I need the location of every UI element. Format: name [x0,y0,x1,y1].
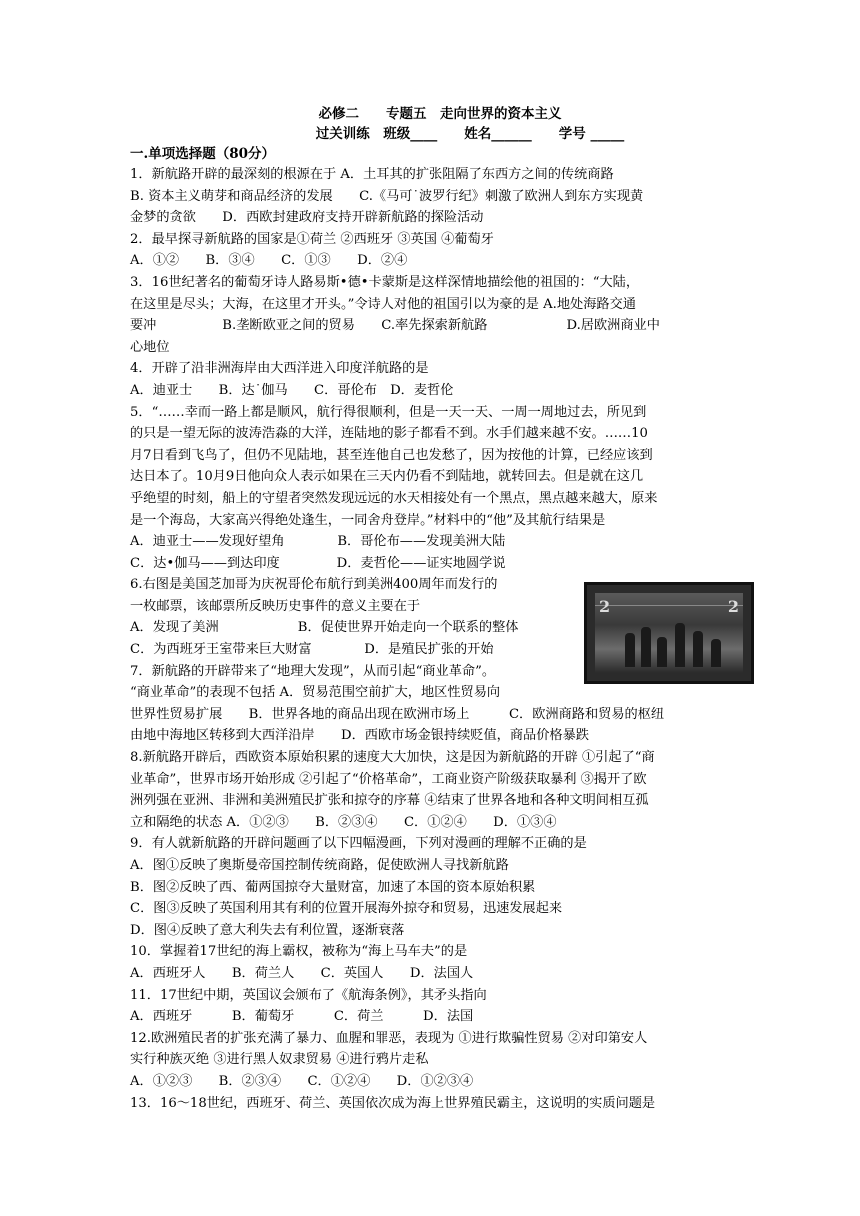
stamp-figure [657,637,667,667]
text-line: A．迪亚士 B．达˙伽马 C．哥伦布 D．麦哲伦 [130,382,454,398]
stamp-value-right: 2 [727,597,739,616]
text-line: 1．新航路开辟的最深刻的根源在于 A．土耳其的扩张阻隔了东西方之间的传统商路 [130,167,614,182]
text-line: 心地位 [130,339,170,355]
text-line: 12.欧洲殖民者的扩张充满了暴力、血腥和罪恶，表现为 ①进行欺骗性贸易 ②对印第安人 [130,1030,648,1046]
text-line: C．为西班牙王室带来巨大财富 D．是殖民扩张的开始 [130,642,494,658]
text-line: 立和隔绝的状态 A．①②③ B．②③④ C．①②④ D．①③④ [130,814,557,830]
text-line: 10．掌握着17世纪的海上霸权，被称为“海上马车夫”的是 [130,944,468,960]
stamp-value-left: 2 [599,597,611,616]
columbus-stamp-image [584,582,754,684]
text-line: B. 资本主义萌芽和商品经济的发展 C.《马可˙波罗行纪》刺激了欧洲人到东方实现黄 [130,188,644,204]
text-line: 实行种族灭绝 ③进行黑人奴隶贸易 ④进行鸦片走私 [130,1052,429,1068]
text-line: 4．开辟了沿非洲海岸由大西洋进入印度洋航路的是 [130,361,429,377]
text-line: 11．17世纪中期，英国议会颁布了《航海条例》，其矛头指向 [130,987,487,1003]
text-line: B．图②反映了西、葡两国掠夺大量财富，加速了本国的资本原始积累 [130,879,536,895]
text-line: 达日本了。10月9日他向众人表示如果在三天内仍看不到陆地，就转回去。但是就在这几 [130,469,644,485]
text-line: 一枚邮票，该邮票所反映历史事件的意义主要在于 [130,598,421,614]
text-line: A．西班牙 B．葡萄牙 C．荷兰 D．法国 [130,1009,474,1025]
stamp-figure [711,639,721,667]
text-line: 业革命”，世界市场开始形成 ②引起了“价格革命”，工商业资产阶级获取暴利 ③揭开了欧 [130,771,647,787]
text-line: 金梦的贪欲 D．西欧封建政府支持开辟新航路的探险活动 [130,210,484,226]
text-line: A．图①反映了奥斯曼帝国控制传统商路，促使欧洲人寻找新航路 [130,858,509,873]
text-line: A．发现了美洲 B．促使世界开始走向一个联系的整体 [130,620,519,636]
text-line: 洲列强在亚洲、非洲和美洲殖民扩张和掠夺的序幕 ④结束了世界各地和各种文明间相互孤 [130,793,649,809]
text-line: “商业革命”的表现不包括 A．贸易范围空前扩大，地区性贸易向 [130,685,501,701]
text-line: 的只是一望无际的波涛浩淼的大洋，连陆地的影子都看不到。水手们越来越不安。……10 [130,426,648,442]
text-line: 乎绝望的时刻，船上的守望者突然发现远远的水天相接处有一个黑点，黑点越来越大，原来 [130,490,658,506]
text-line: 月7日看到飞鸟了，但仍不见陆地，甚至连他自己也发愁了，因为按他的计算，已经应该到 [130,447,653,463]
text-line: C．图③反映了英国利用其有利的位置开展海外掠夺和贸易，迅速发展起来 [130,901,563,917]
stamp-figure [693,631,703,667]
text-line: 5．“……幸而一路上都是顺风，航行得很顺利，但是一天一天、一周一周地过去，所见到 [130,404,647,420]
text-line: A．①②③ B．②③④ C．①②④ D．①②③④ [130,1073,474,1089]
text-line: 6.右图是美国芝加哥为庆祝哥伦布航行到美洲400周年而发行的 [130,577,498,593]
text-line: 8.新航路开辟后，西欧资本原始积累的速度大大加快，这是因为新航路的开辟 ①引起了“商 [130,750,655,766]
stamp-figure [625,633,635,667]
stamp-scene [595,593,743,673]
page-title: 必修二 专题五 走向世界的资本主义 [318,106,562,122]
text-line: A．迪亚士——发现好望角 B．哥伦布——发现美洲大陆 [130,534,506,550]
stamp-figure [675,623,685,667]
text-line: 9．有人就新航路的开辟问题画了以下四幅漫画，下列对漫画的理解不正确的是 [130,836,587,852]
text-line: 13．16～18世纪，西班牙、荷兰、英国依次成为海上世界殖民霸主，这说明的实质问题是 [130,1095,656,1111]
text-line: 由地中海地区转移到大西洋沿岸 D．西欧市场金银持续贬值，商品价格暴跌 [130,728,589,744]
text-line: 2．最早探寻新航路的国家是①荷兰 ②西班牙 ③英国 ④葡萄牙 [130,231,494,247]
section-heading: 一.单项选择题（80分） [130,146,275,162]
text-line: C．达•伽马——到达印度 D．麦哲伦——证实地圆学说 [130,555,506,571]
stamp-figure [641,627,651,667]
page-subtitle: 过关训练 班级____ 姓名______ 学号 _____ [315,126,625,142]
text-line: 世界性贸易扩展 B．世界各地的商品出现在欧洲市场上 C．欧洲商路和贸易的枢纽 [130,706,665,722]
text-line: 是一个海岛，大家高兴得绝处逢生，一同舍舟登岸。”材料中的“他”及其航行结果是 [130,512,606,528]
text-line: 要冲 B.垄断欧亚之间的贸易 C.率先探索新航路 D.居欧洲商业中 [130,318,660,334]
stamp-band [595,595,743,606]
text-line: 在这里是尽头；大海，在这里才开头。”令诗人对他的祖国引以为豪的是 A.地处海路交通 [130,296,636,312]
text-line: 3．16世纪著名的葡萄牙诗人路易斯•德•卡蒙斯是这样深情地描绘他的祖国的：“大陆， [130,274,640,290]
text-line: D．图④反映了意大利失去有利位置，逐渐衰落 [130,922,405,938]
text-line: 7．新航路的开辟带来了“地理大发现”，从而引起“商业革命”。 [130,663,496,679]
text-line: A．①② B．③④ C．①③ D．②④ [130,253,408,269]
text-line: A．西班牙人 B．荷兰人 C．英国人 D．法国人 [130,965,474,981]
